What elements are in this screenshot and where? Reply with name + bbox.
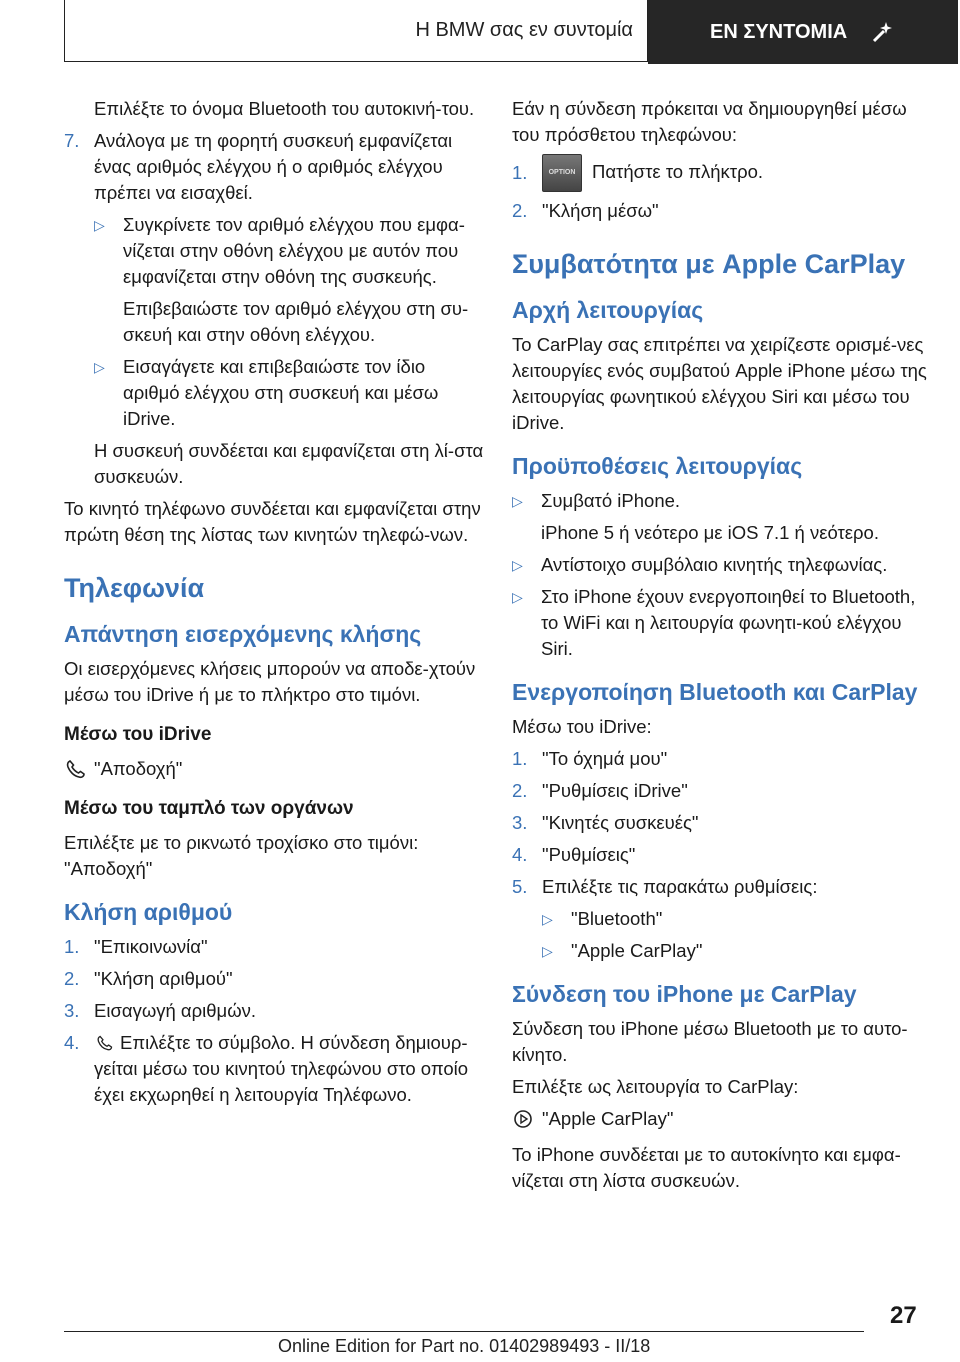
subsection-heading: Αρχή λειτουργίας xyxy=(512,297,704,323)
magic-wand-icon xyxy=(869,19,895,45)
paragraph: Μέσω του iDrive: xyxy=(512,716,652,737)
list-item: 2. "Ρυθμίσεις iDrive" xyxy=(512,780,688,801)
paragraph: Σύνδεση του iPhone μέσω Bluetooth με το αυτο-κίνητο. xyxy=(512,1018,908,1065)
chapter-tab xyxy=(648,0,958,64)
right-column xyxy=(512,96,930,1200)
phone-handset-icon xyxy=(94,1034,116,1052)
paragraph: Οι εισερχόμενες κλήσεις μπορούν να αποδε-χτούν μέσω του iDrive ή με το πλήκτρο στο τιμόνι. xyxy=(64,658,476,705)
subsection-heading: Προϋποθέσεις λειτουργίας xyxy=(512,453,803,479)
left-column xyxy=(64,96,484,1114)
bullet-triangle-icon: ▷ xyxy=(94,359,105,375)
subsection-heading: Κλήση αριθμού xyxy=(64,899,233,925)
chapter-title: ΕΝ ΣΥΝΤΟΜΙΑ xyxy=(710,20,848,43)
dial-steps xyxy=(64,934,484,1108)
bullet-triangle-icon: ▷ xyxy=(512,493,523,509)
paragraph: iPhone 5 ή νεότερο με iOS 7.1 ή νεότερο. xyxy=(541,522,879,543)
list-item: 2. "Κλήση αριθμού" xyxy=(64,968,233,989)
carplay-play-icon xyxy=(512,1108,536,1130)
minor-heading: Μέσω του iDrive xyxy=(64,724,212,745)
list-item: 1. "Επικοινωνία" xyxy=(64,936,208,957)
page-number: 27 xyxy=(890,1302,917,1329)
paragraph: Το κινητό τηλέφωνο συνδέεται και εμφανίζεται στην πρώτη θέση της λίστας των κινητών τηλεφώ-νων. xyxy=(64,498,481,545)
subsection-heading: Ενεργοποίηση Bluetooth και CarPlay xyxy=(512,679,918,705)
list-item: 7. Ανάλογα με τη φορητή συσκευή εμφανίζεται ένας αριθμός ελέγχου ή ο αριθμός ελέγχου πρέπει να εισαχθεί. xyxy=(64,130,453,203)
bullet-triangle-icon: ▷ xyxy=(512,557,523,573)
footer-divider xyxy=(64,1331,864,1332)
page-header xyxy=(64,0,958,64)
list-item: 1. "Το όχημά μου" xyxy=(512,748,668,769)
paragraph: Επιλέξτε το όνομα Bluetooth του αυτοκινή-του. xyxy=(94,98,475,119)
list-item: 2. "Κλήση μέσω" xyxy=(512,200,659,221)
section-title: Η BMW σας εν συντομία xyxy=(64,0,648,62)
option-button-icon: OPTION xyxy=(542,154,582,192)
footer-text: Online Edition for Part no. 01402989493 - II/18 xyxy=(278,1336,651,1356)
bullet-triangle-icon: ▷ xyxy=(512,589,523,605)
bullet-item: ▷ Συγκρίνετε τον αριθμό ελέγχου που εμφα-νίζεται στην οθόνη ελέγχου με αυτόν που εμφανίζεται στην οθόνη της συσκευής. xyxy=(64,212,484,290)
phone-handset-icon xyxy=(64,758,88,780)
bullet-item: ▷ Εισαγάγετε και επιβεβαιώστε τον ίδιο αριθμό ελέγχου στη συσκευή και μέσω iDrive. xyxy=(64,354,484,432)
paragraph: Το iPhone συνδέεται με το αυτοκίνητο και εμφα-νίζεται στη λίστα συσκευών. xyxy=(512,1144,901,1191)
list-item: 1. OPTION Πατήστε το πλήκτρο. xyxy=(512,154,930,192)
list-item: 3. "Κινητές συσκευές" xyxy=(512,812,699,833)
paragraph: Επιλέξτε με το ρικνωτό τροχίσκο στο τιμόνι: "Αποδοχή" xyxy=(64,832,419,879)
carplay-line: "Apple CarPlay" xyxy=(512,1106,930,1132)
bullet-triangle-icon: ▷ xyxy=(542,943,553,959)
paragraph: Το CarPlay σας επιτρέπει να χειρίζεστε ορισμέ-νες λειτουργίες ενός συμβατού Apple iPhone μέσω της λειτουργίας φωνητικού ελέγχου Siri και μέσω του iDrive. xyxy=(512,334,927,433)
section-heading: Τηλεφωνία xyxy=(64,573,205,603)
list-item: 5. Επιλέξτε τις παρακάτω ρυθμίσεις: xyxy=(512,876,818,897)
paragraph: Επιβεβαιώστε τον αριθμό ελέγχου στη συ-σκευή και στην οθόνη ελέγχου. xyxy=(123,298,469,345)
list-item: 3. Εισαγωγή αριθμών. xyxy=(64,1000,257,1021)
bullet-item: ▷ "Apple CarPlay" xyxy=(512,938,930,964)
list-item: 4. Επιλέξτε το σύμβολο. Η σύνδεση δημιουρ-γείται μέσω του κινητού τηλεφώνου στο οποίο έχει εκχωρηθεί η λειτουργία Τηλέφωνο. xyxy=(64,1032,469,1105)
list-item: 4. "Ρυθμίσεις" xyxy=(512,844,636,865)
bullet-triangle-icon: ▷ xyxy=(542,911,553,927)
bullet-triangle-icon: ▷ xyxy=(94,217,105,233)
paragraph: Η συσκευή συνδέεται και εμφανίζεται στη λί-στα συσκευών. xyxy=(94,440,484,487)
bullet-item: ▷ Στο iPhone έχουν ενεργοποιηθεί το Bluetooth, το WiFi και η λειτουργία φωνητι-κού ελέγχου Siri. xyxy=(512,584,930,662)
bullet-item: ▷ Αντίστοιχο συμβόλαιο κινητής τηλεφωνίας. xyxy=(512,552,930,578)
bullet-item: ▷ "Bluetooth" xyxy=(512,906,930,932)
subsection-heading: Σύνδεση του iPhone με CarPlay xyxy=(512,981,857,1007)
section-heading: Συμβατότητα με Apple CarPlay xyxy=(512,249,906,279)
paragraph: Επιλέξτε ως λειτουργία το CarPlay: xyxy=(512,1076,799,1097)
bullet-item: ▷ Συμβατό iPhone. xyxy=(512,488,930,514)
paragraph: Εάν η σύνδεση πρόκειται να δημιουργηθεί μέσω του πρόσθετου τηλεφώνου: xyxy=(512,98,907,145)
minor-heading: Μέσω του ταμπλό των οργάνων xyxy=(64,798,354,819)
subsection-heading: Απάντηση εισερχόμενης κλήσης xyxy=(64,621,422,647)
accept-line: "Αποδοχή" xyxy=(64,756,484,782)
